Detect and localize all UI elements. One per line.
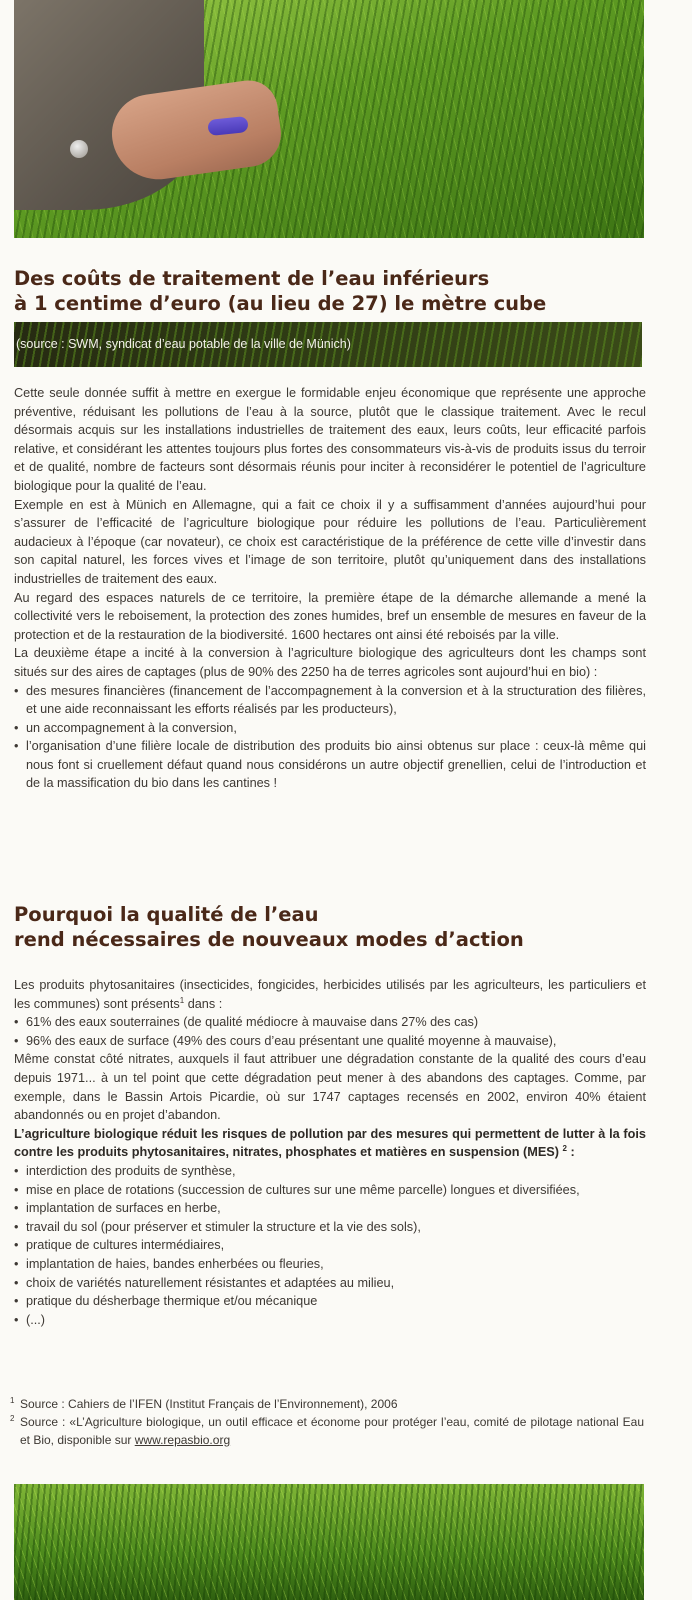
header-photo [14,0,644,238]
list-item: • travail du sol (pour préserver et stimuler la structure et la vie des sols), [14,1218,646,1237]
list-item: • des mesures financières (financement de l’accompagnement à la conversion et à la structuration des filières, et une aide reconnaissant les efforts réalisés par les producteurs), [14,682,646,719]
stats-list [14,1013,646,1050]
section2-title [14,902,524,952]
section1-bullet-list [14,682,646,794]
footnote-text: Source : «L’Agriculture biologique, un outil efficace et économe pour protéger l’eau, comité de pilotage national Eau et Bio, disponible sur [20,1415,644,1447]
section1-paragraph: Au regard des espaces naturels de ce territoire, la première étape de la démarche allemande a mené la collectivité vers le reboisement, la protection des zones humides, bref un ensemble de mesures en faveur de la protection et de la restauration de la biodiversité. 1600 hectares ont ainsi été reboisés par la ville. [14,590,646,642]
footnote-number: 2 [10,1414,15,1423]
footnotes [10,1395,644,1449]
section1-title [14,266,546,316]
list-item: • mise en place de rotations (succession de cultures sur une même parcelle) longues et diversifiées, [14,1181,646,1200]
bold-paragraph [14,1125,646,1162]
para-text: dans : [184,996,223,1011]
section1-body [14,384,646,793]
list-item: • l’organisation d’une filière locale de distribution des produits bio ainsi obtenus sur place : ceux-là même qui nous font si cruellement défaut quand nous considérons un autre objectif grenellien, celui de l’introduction et de la massification du bio dans les cantines ! [14,737,646,793]
footer-photo [14,1484,644,1600]
source-text: (source : SWM, syndicat d’eau potable de la ville de Münich) [16,337,351,351]
list-item: • choix de variétés naturellement résistantes et adaptées au milieu, [14,1274,646,1293]
measures-list [14,1162,646,1329]
footnote-ref: 2 [562,1144,567,1154]
section2-paragraph [14,976,646,1013]
list-item: • 96% des eaux de surface (49% des cours d’eau présentant une qualité moyenne à mauvaise), [14,1032,646,1051]
list-item: • interdiction des produits de synthèse, [14,1162,646,1181]
section1-paragraph: Cette seule donnée suffit à mettre en exergue le formidable enjeu économique que représente une approche préventive, réduisant les pollutions de l’eau à la source, plutôt que le classique traitement. Avec le recul désormais acquis sur les installations industrielles de traitement des eaux, leurs coûts, leur efficacité parfois relative, et considérant les attentes toujours plus fortes des consommateurs vis-à-vis de produits issus du terroir et de qualité, nombre de facteurs sont désormais réunis pour inciter à reconsidérer le potentiel de l’agriculture biologique pour la qualité de l’eau. [14,386,646,493]
list-item: • 61% des eaux souterraines (de qualité médiocre à mauvaise dans 27% des cas) [14,1013,646,1032]
list-item: • un accompagnement à la conversion, [14,719,646,738]
cuff-button [70,140,88,158]
footnote-text: Source : Cahiers de l’IFEN (Institut Français de l’Environnement), 2006 [20,1397,398,1411]
footnote-2 [10,1413,644,1449]
section1-title-line1: Des coûts de traitement de l’eau inférieurs [14,267,490,290]
list-item: • (...) [14,1311,646,1330]
repasbio-link[interactable]: www.repasbio.org [134,1433,231,1447]
footnote-ref: 1 [179,995,185,1005]
section2-paragraph: Même constat côté nitrates, auxquels il faut attribuer une dégradation constante de la qualité des cours d’eau depuis 1971... à un tel point que cette dégradation peut mener à des abandons des captages. Comme, par exemple, dans le Bassin Artois Picardie, où sur 1747 captages recensés en 2002, environ 40% étaient abandonnés ou en projet d’abandon. [14,1052,646,1123]
footnote-1 [10,1395,644,1413]
section1-paragraph: Exemple en est à Münich en Allemagne, qui a fait ce choix il y a suffisamment d’années aujourd’hui pour s’assurer de l’efficacité de l’agriculture biologique pour réduire les pollutions de l’eau. Particulièrement audacieux à l’époque (car novateur), ce choix est caractéristique de la préférence de cette ville d’investir dans son capital naturel, les forces vives et l’image de son territoire, plutôt qu’uniquement dans des installations industrielles de traitement des eaux. [14,497,646,586]
list-item: • implantation de surfaces en herbe, [14,1199,646,1218]
list-item: • pratique de cultures intermédiaires, [14,1236,646,1255]
footnote-number: 1 [10,1396,15,1405]
section1-paragraph: La deuxième étape a incité à la conversion à l’agriculture biologique des agriculteurs dont les champs sont situés sur des aires de captages (plus de 90% des 2250 ha de terres agricoles sont aujourd’hui en bio) : [14,646,646,679]
list-item: • pratique du désherbage thermique et/ou mécanique [14,1292,646,1311]
para-text: Les produits phytosanitaires (insecticides, fongicides, herbicides utilisés par les agriculteurs, les particuliers et les communes) sont présents [14,978,646,1011]
source-banner [14,322,642,367]
para-text: L’agriculture biologique réduit les risques de pollution par des mesures qui permettent de lutter à la fois contre les produits phytosanitaires, nitrates, phosphates et matières en suspension (MES) [14,1126,646,1160]
para-text: : [566,1145,575,1160]
section2-title-line2: rend nécessaires de nouveaux modes d’action [14,928,524,951]
section1-title-line2: à 1 centime d’euro (au lieu de 27) le mètre cube [14,292,547,315]
list-item: • implantation de haies, bandes enherbées ou fleuries, [14,1255,646,1274]
section2-body [14,976,646,1329]
section2-title-line1: Pourquoi la qualité de l’eau [14,903,319,926]
